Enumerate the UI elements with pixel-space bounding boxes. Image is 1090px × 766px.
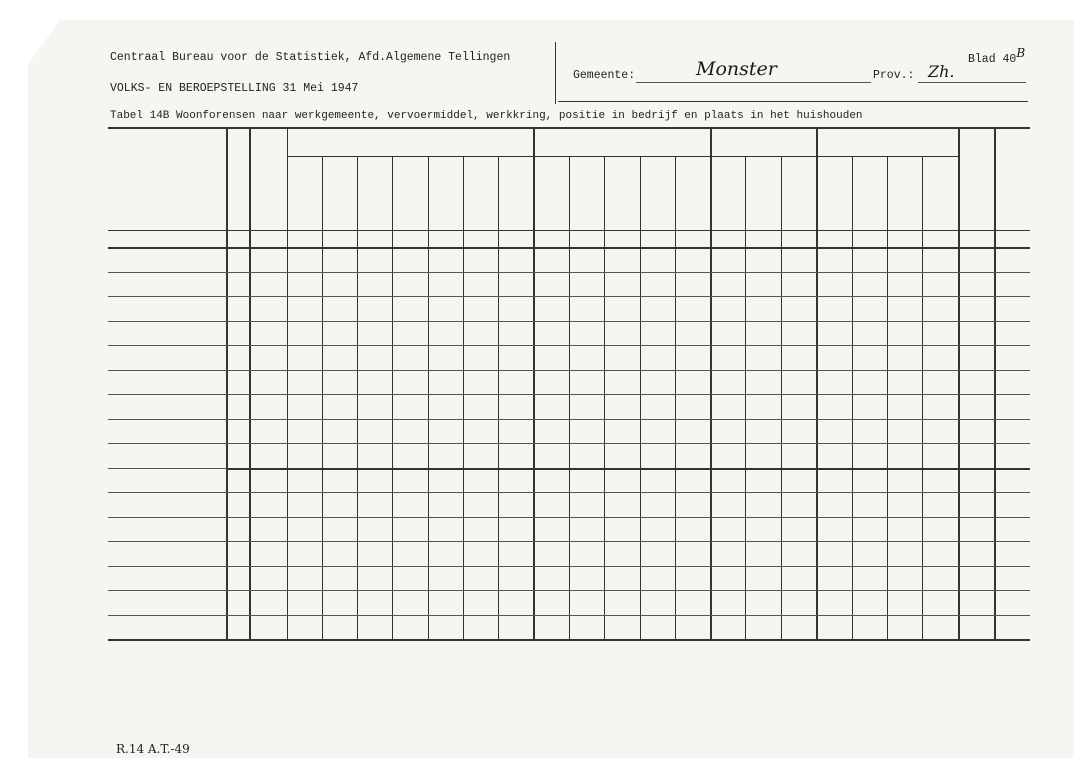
column-line-16 <box>745 156 746 639</box>
row-separator <box>108 370 1030 371</box>
office-title: Centraal Bureau voor de Statistiek, Afd.Algemene Tellingen <box>110 51 511 64</box>
header-divider <box>555 42 556 104</box>
column-line-3 <box>287 127 288 639</box>
group-rule-dagelijks <box>287 156 533 157</box>
gemeente-label: Gemeente: <box>573 69 636 82</box>
row-separator <box>108 419 1030 420</box>
form-code: R.14 A.T.-49 <box>116 742 190 756</box>
row-separator <box>108 517 1030 518</box>
row-separator <box>108 566 1030 567</box>
column-line-14 <box>675 156 676 639</box>
column-line-13 <box>640 156 641 639</box>
gemeente-line <box>636 82 871 83</box>
column-line-19 <box>852 156 853 639</box>
totaal-rule <box>226 468 1030 470</box>
column-line-17 <box>781 156 782 639</box>
row-separator <box>108 541 1030 542</box>
column-line-11 <box>569 156 570 639</box>
table-bottom-rule <box>108 639 1030 641</box>
prov-value: Zh. <box>928 62 955 81</box>
column-line-6 <box>392 156 393 639</box>
row-separator <box>108 590 1030 591</box>
column-line-22 <box>958 127 960 639</box>
column-line-7 <box>428 156 429 639</box>
column-line-23 <box>994 127 996 639</box>
prov-line <box>918 82 1026 83</box>
group-rule-positie <box>710 156 816 157</box>
census-form-sheet <box>28 20 1074 758</box>
column-line-5 <box>357 156 358 639</box>
column-line-10 <box>533 127 535 639</box>
prov-label: Prov.: <box>873 69 915 82</box>
blad-number: Blad $40^B$ <box>968 46 1026 66</box>
row-separator <box>108 272 1030 273</box>
column-line-8 <box>463 156 464 639</box>
census-title: VOLKS- EN BEROEPSTELLING 31 Mei 1947 <box>110 82 359 95</box>
row-separator <box>108 296 1030 297</box>
row-separator <box>108 345 1030 346</box>
column-line-18 <box>816 127 818 639</box>
column-line-12 <box>604 156 605 639</box>
group-rule-werkkring <box>533 156 710 157</box>
row-separator <box>108 615 1030 616</box>
table-top-rule <box>108 127 1030 129</box>
column-line-21 <box>922 156 923 639</box>
row-separator <box>108 492 1030 493</box>
column-line-1 <box>226 127 228 639</box>
column-line-4 <box>322 156 323 639</box>
table-title: Tabel 14B Woonforensen naar werkgemeente, vervoermiddel, werkkring, positie in bedrijf en plaats in het huishouden <box>110 110 863 122</box>
header-rule <box>558 101 1028 102</box>
column-line-15 <box>710 127 712 639</box>
row-separator <box>108 394 1030 395</box>
row-separator <box>108 321 1030 322</box>
row-separator <box>108 443 1030 444</box>
column-line-2 <box>249 127 251 639</box>
gemeente-value: Monster <box>696 58 777 80</box>
folded-corner <box>28 20 60 64</box>
column-line-20 <box>887 156 888 639</box>
column-line-9 <box>498 156 499 639</box>
